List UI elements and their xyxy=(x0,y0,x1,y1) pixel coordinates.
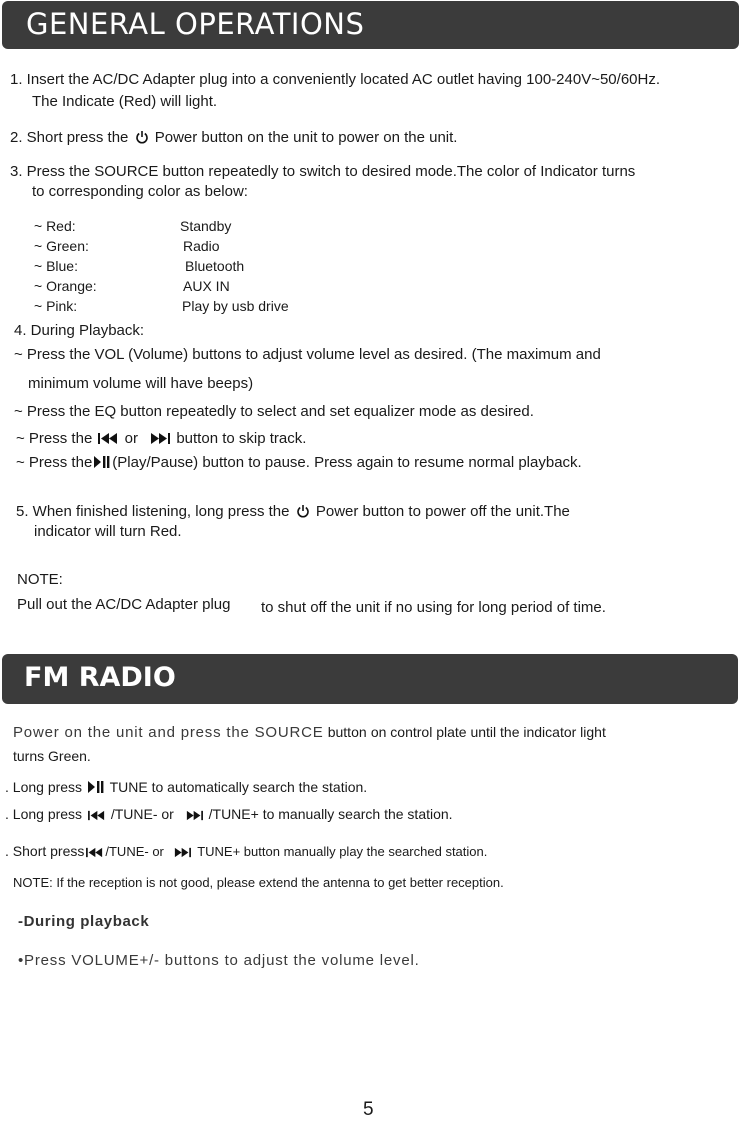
color-mode: AUX IN xyxy=(183,278,230,294)
fm-short-post: TUNE+ button manually play the searched station. xyxy=(197,844,488,859)
fm-intro-b: button xyxy=(327,724,367,740)
fm-intro-line-2: turns Green. xyxy=(13,748,91,764)
step-2 xyxy=(10,129,457,147)
note-text-b: to shut off the unit if no using for long period of time. xyxy=(261,599,606,616)
previous-track-icon xyxy=(98,432,118,445)
fm-auto-post: TUNE to automatically search the station. xyxy=(109,779,368,795)
next-track-icon xyxy=(150,432,170,445)
fm-auto-pre: . Long press xyxy=(5,779,83,795)
color-name: ~ Red: xyxy=(34,218,76,234)
step-4-play xyxy=(16,454,582,472)
skip-mid: or xyxy=(124,430,138,447)
section-title: FM RADIO xyxy=(24,662,176,693)
color-name: ~ Pink: xyxy=(34,298,78,314)
step-4-title: 4. During Playback: xyxy=(14,322,145,339)
fm-intro-line-1 xyxy=(13,723,606,742)
play-pause-icon xyxy=(94,455,110,469)
step-5-pre: 5. When finished listening, long press the xyxy=(16,503,290,520)
page-number: 5 xyxy=(363,1099,374,1120)
play-pause-icon xyxy=(88,780,104,794)
next-track-icon xyxy=(186,810,203,821)
fm-during-playback-heading: -During playback xyxy=(18,913,150,930)
step-2-pre: 2. Short press the xyxy=(10,129,129,146)
step-5-line-2: indicator will turn Red. xyxy=(34,523,182,540)
power-icon xyxy=(296,504,310,518)
step-1-line-2: The Indicate (Red) will light. xyxy=(32,93,218,110)
fm-note: NOTE: If the reception is not good, please extend the antenna to get better reception. xyxy=(13,875,504,890)
section-banner-fm-radio xyxy=(2,654,738,704)
play-pre: ~ Press the xyxy=(16,454,93,471)
step-4-volume-line-2: minimum volume will have beeps) xyxy=(28,375,254,392)
color-mode: Bluetooth xyxy=(185,258,245,274)
fm-short-press xyxy=(5,842,487,861)
color-mode: Play by usb drive xyxy=(182,298,289,314)
step-1-line-1: 1. Insert the AC/DC Adapter plug into a conveniently located AC outlet having 100-240V~50/60Hz. xyxy=(10,71,661,88)
fm-short-mid: /TUNE- or xyxy=(105,844,164,859)
fm-manual-mid: /TUNE- or xyxy=(110,806,174,822)
fm-manual-post: /TUNE+ to manually search the station. xyxy=(208,806,453,822)
section-banner-general-operations xyxy=(2,1,739,49)
play-post: (Play/Pause) button to pause. Press again to resume normal playback. xyxy=(112,454,582,471)
note-text-a: Pull out the AC/DC Adapter plug xyxy=(17,596,231,613)
power-icon xyxy=(135,130,149,144)
fm-intro-c: on control plate until the indicator light xyxy=(370,724,606,740)
note-title: NOTE: xyxy=(17,571,63,588)
previous-track-icon xyxy=(86,847,103,858)
color-mode: Radio xyxy=(183,238,220,254)
step-4-volume-line-1: ~ Press the VOL (Volume) buttons to adjust volume level as desired. (The maximum and xyxy=(14,346,601,363)
step-4-skip xyxy=(16,430,306,448)
step-4-eq: ~ Press the EQ button repeatedly to select and set equalizer mode as desired. xyxy=(14,403,534,420)
section-title: GENERAL OPERATIONS xyxy=(26,7,365,41)
color-name: ~ Green: xyxy=(34,238,89,254)
fm-auto-search xyxy=(5,778,367,796)
previous-track-icon xyxy=(88,810,105,821)
step-3-line-2: to corresponding color as below: xyxy=(32,183,248,200)
step-5-post: Power button to power off the unit.The xyxy=(315,503,570,520)
fm-volume-instruction: •Press VOLUME+/- buttons to adjust the volume level. xyxy=(18,952,420,969)
fm-manual-search xyxy=(5,805,453,823)
step-3-line-1: 3. Press the SOURCE button repeatedly to switch to desired mode.The color of Indicator turns xyxy=(10,163,636,180)
color-mode: Standby xyxy=(180,218,232,234)
skip-pre: ~ Press the xyxy=(16,430,93,447)
fm-short-pre: . Short press xyxy=(5,843,85,859)
color-name: ~ Blue: xyxy=(34,258,78,274)
skip-post: button to skip track. xyxy=(176,430,307,447)
color-name: ~ Orange: xyxy=(34,278,97,294)
next-track-icon xyxy=(174,847,191,858)
step-5-line-1 xyxy=(16,503,570,521)
fm-intro-a: Power on the unit and press the SOURCE xyxy=(13,724,324,741)
step-2-post: Power button on the unit to power on the unit. xyxy=(154,129,458,146)
fm-manual-pre: . Long press xyxy=(5,806,83,822)
